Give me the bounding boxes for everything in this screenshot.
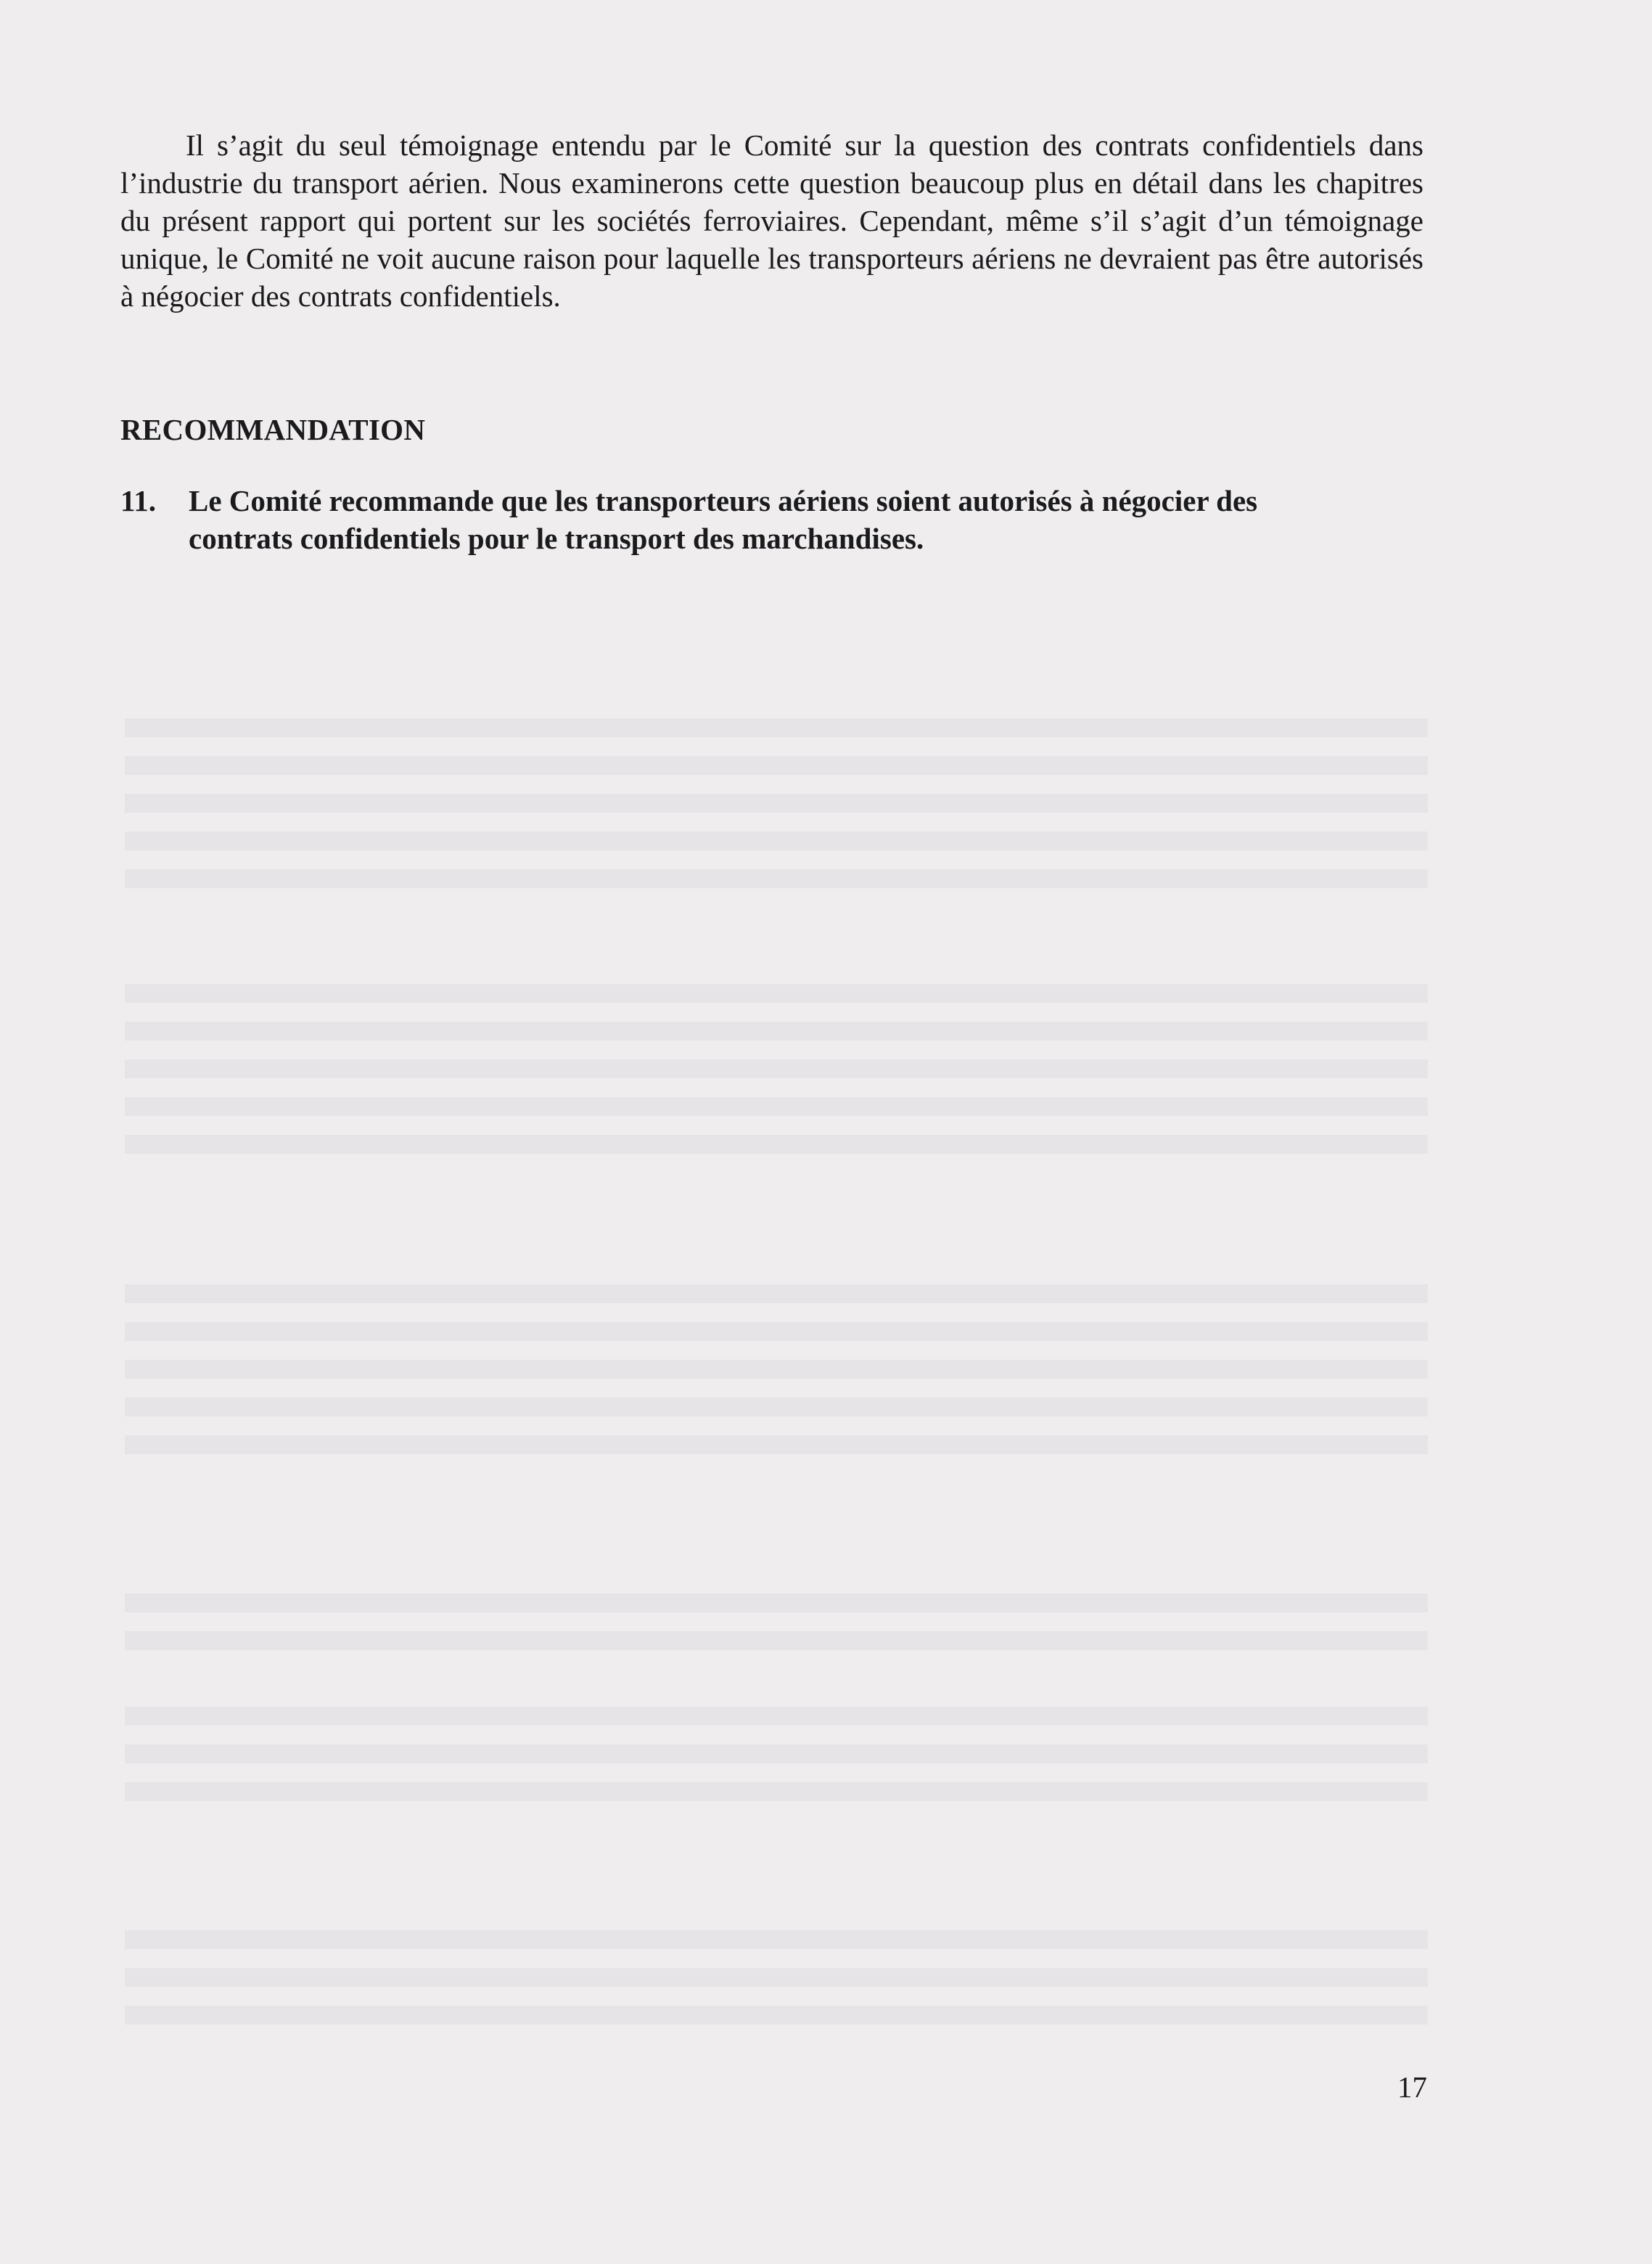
recommendation-text-line2: contrats confidentiels pour le transport des marchandises. xyxy=(189,522,924,555)
bleed-through-text xyxy=(125,984,1428,1158)
bleed-through-text xyxy=(125,718,1428,893)
body-paragraph: Il s’agit du seul témoignage entendu par le Comité sur la question des contrats confidentiels dans l’industrie du transport aérien. Nous examinerons cette question beaucoup plus en détail dans les chapitres du présent rapport qui portent sur les sociétés ferroviaires. Cependant, même s’il s’agit d’un témoignage unique, le Comité ne voit aucune raison pour laquelle les transporteurs aériens ne devraient pas être autorisés à négocier des contrats confidentiels. xyxy=(120,128,1423,313)
recommendation-text-line1: Le Comité recommande que les transporteurs aériens soient autorisés à négocier des xyxy=(189,484,1258,517)
recommendation-item xyxy=(120,482,1423,557)
recommendation-line xyxy=(120,482,1423,520)
section-heading: RECOMMANDATION xyxy=(120,413,426,446)
page-number: 17 xyxy=(1397,2070,1427,2104)
bleed-through-text xyxy=(125,1284,1428,1459)
bleed-through-text xyxy=(125,1707,1428,1801)
bleed-through-text xyxy=(125,1594,1428,1652)
bleed-through-text xyxy=(125,1930,1428,2025)
recommendation-number: 11. xyxy=(120,484,156,517)
